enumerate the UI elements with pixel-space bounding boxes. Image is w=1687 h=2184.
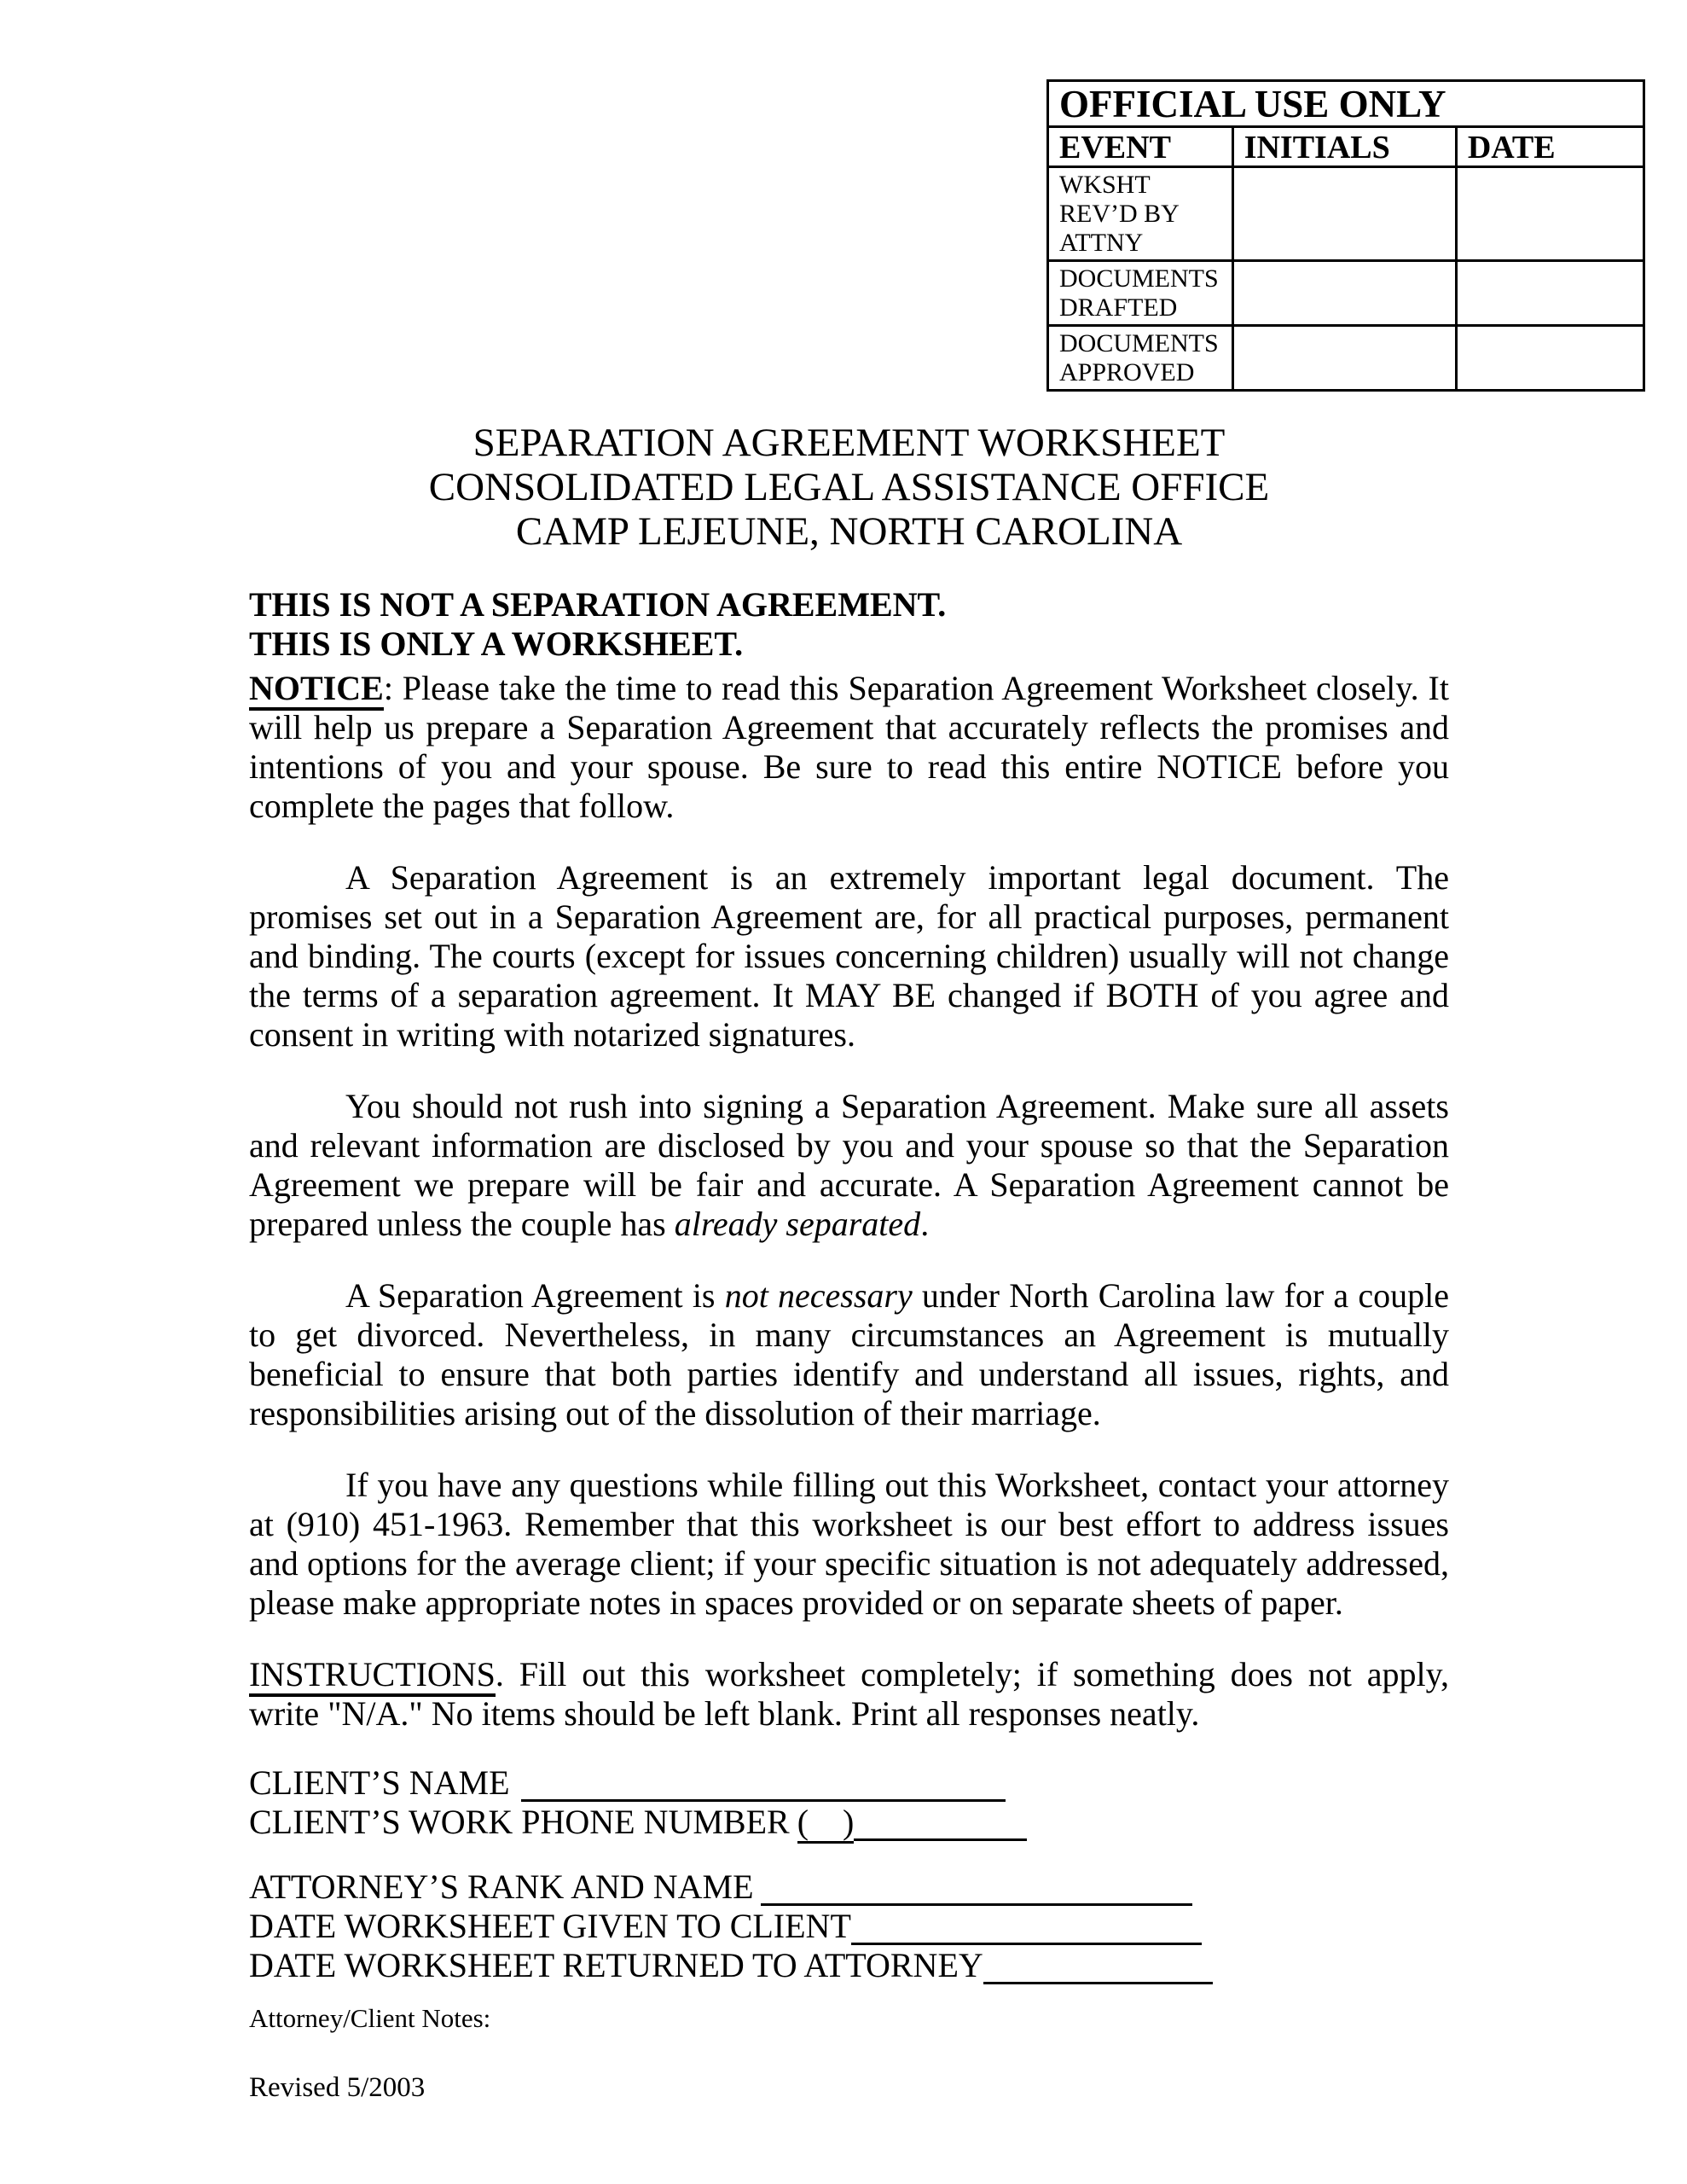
notice-text: : Please take the time to read this Separation Agreement Worksheet closely. It will help us prepare a Separation Agreement that accurately reflects the promises and intentions of you and your spouse. Be sure to read this entire NOTICE before you complete the pages that follow. (249, 669, 1449, 825)
event-label: DOCUMENTS DRAFTED (1048, 261, 1233, 326)
attorney-name-label: ATTORNEY’S RANK AND NAME (249, 1867, 754, 1906)
date-returned-label: DATE WORKSHEET RETURNED TO ATTORNEY (249, 1946, 983, 1984)
attorney-name-line (249, 1867, 1449, 1907)
attorney-name-input-blank[interactable] (761, 1903, 1192, 1906)
client-name-line (249, 1763, 1449, 1803)
paragraph-questions: If you have any questions while filling out this Worksheet, contact your attorney at (910) 451-1963. Remember that this worksheet is our best effort to address issues and options for the average client; if your specific situation is not adequately addressed, please make appropriate notes in spaces provided or on separate sheets of paper. (249, 1466, 1449, 1622)
event-label: WKSHT REV’D BY ATTNY (1048, 167, 1233, 261)
date-blank-cell[interactable] (1456, 261, 1644, 326)
paragraph-rush-end: . (920, 1205, 930, 1243)
client-phone-label: CLIENT’S WORK PHONE NUMBER (249, 1803, 790, 1841)
date-returned-input-blank[interactable] (983, 1982, 1213, 1984)
client-info-block (249, 1763, 1449, 1842)
date-given-line (249, 1907, 1449, 1946)
paragraph-rush-text: You should not rush into signing a Separation Agreement. Make sure all assets and relevant information are disclosed by you and your spouse so that the Separation Agreement we prepare will be fair and accurate. A Separation Agreement cannot be prepared unless the couple has (249, 1087, 1449, 1243)
column-header-initials: INITIALS (1232, 127, 1456, 167)
revision-date: Revised 5/2003 (249, 2072, 426, 2103)
instructions-text: . Fill out this worksheet completely; if something does not apply, write "N/A." No items should be left blank. Print all responses neatly. (249, 1655, 1449, 1733)
column-header-event: EVENT (1048, 127, 1233, 167)
paragraph-important-document: A Separation Agreement is an extremely important legal document. The promises set out in a Separation Agreement are, for all practical purposes, permanent and binding. The courts (except for issues concerning children) usually will not change the terms of a separation agreement. It MAY BE changed if BOTH of you agree and consent in writing with notarized signatures. (249, 858, 1449, 1054)
paragraph-necessary-start: A Separation Agreement is (345, 1276, 725, 1315)
client-name-label: CLIENT’S NAME (249, 1763, 510, 1802)
doc-title-line2: CONSOLIDATED LEGAL ASSISTANCE OFFICE (428, 465, 1270, 509)
warning-block (249, 585, 1449, 664)
notice-paragraph (249, 669, 1449, 826)
attorney-client-notes-label: Attorney/Client Notes: (249, 2003, 491, 2033)
client-phone-input-blank[interactable] (854, 1838, 1027, 1841)
client-phone-line (249, 1803, 1449, 1842)
date-given-input-blank[interactable] (851, 1943, 1202, 1945)
warning-line2: THIS IS ONLY A WORKSHEET. (249, 624, 744, 663)
column-header-date: DATE (1456, 127, 1644, 167)
notice-label: NOTICE (249, 669, 384, 711)
phone-area-code-blank[interactable]: ( ) (797, 1803, 855, 1844)
date-given-label: DATE WORKSHEET GIVEN TO CLIENT (249, 1907, 851, 1945)
doc-title-line3: CAMP LEJEUNE, NORTH CAROLINA (515, 509, 1183, 554)
date-returned-line (249, 1946, 1449, 1985)
italic-already-separated: already separated (674, 1205, 921, 1243)
doc-title-line1: SEPARATION AGREEMENT WORKSHEET (472, 421, 1226, 465)
document-body (249, 0, 1449, 2104)
document-title (249, 421, 1449, 554)
paragraph-necessary-text: under North Carolina law for a couple to get divorced. Nevertheless, in many circumstances an Agreement is mutually beneficial to ensure that both parties identify and understand all issues, rights, and responsibilities arising out of the dissolution of their marriage. (249, 1276, 1450, 1432)
instructions-paragraph (249, 1655, 1449, 1734)
warning-line1: THIS IS NOT A SEPARATION AGREEMENT. (249, 585, 947, 624)
date-blank-cell[interactable] (1456, 167, 1644, 261)
client-name-input-blank[interactable] (521, 1799, 1006, 1802)
event-label: DOCUMENTS APPROVED (1048, 326, 1233, 391)
paragraph-not-necessary (249, 1276, 1449, 1433)
official-use-title: OFFICIAL USE ONLY (1048, 81, 1644, 127)
instructions-label: INSTRUCTIONS (249, 1655, 496, 1697)
date-blank-cell[interactable] (1456, 326, 1644, 391)
paragraph-do-not-rush (249, 1087, 1449, 1244)
italic-not-necessary: not necessary (724, 1276, 913, 1315)
attorney-info-block (249, 1867, 1449, 1985)
